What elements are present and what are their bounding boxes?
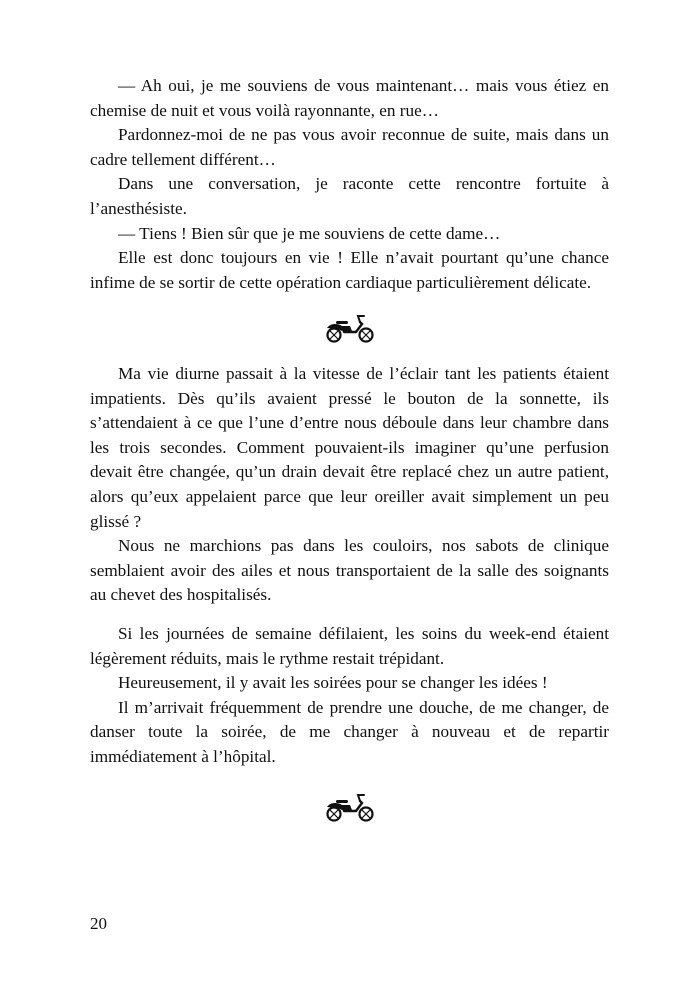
paragraph: — Ah oui, je me souviens de vous maintenant… mais vous étiez en chemise de nuit et vous voilà rayonnante, en rue… (90, 76, 609, 120)
paragraph: Elle est donc toujours en vie ! Elle n’avait pourtant qu’une chance infime de se sortir de cette opération cardiaque particulièrement délicate. (90, 248, 609, 292)
text-section-3 (90, 622, 609, 770)
paragraph: Il m’arrivait fréquemment de prendre une douche, de me changer, de danser toute la soirée, de me changer à nouveau et de repartir immédiatement à l’hôpital. (90, 697, 609, 766)
paragraph: Pardonnez-moi de ne pas vous avoir reconnue de suite, mais dans un cadre tellement différent… (90, 125, 609, 169)
paragraph: — Tiens ! Bien sûr que je me souviens de cette dame… (118, 223, 501, 243)
paragraph: Heureusement, il y avait les soirées pour se changer les idées ! (118, 673, 548, 693)
paragraph: Nous ne marchions pas dans les couloirs, nos sabots de clinique semblaient avoir des ailes et nous transportaient de la salle des soignants au chevet des hospitalisés. (90, 536, 609, 605)
text-section-1 (90, 74, 609, 295)
text-section-2 (90, 362, 609, 608)
moped-icon (322, 793, 378, 823)
moped-icon (322, 314, 378, 344)
page-number: 20 (90, 914, 107, 933)
paragraph: Ma vie diurne passait à la vitesse de l’éclair tant les patients étaient impatients. Dès qu’ils avaient pressé le bouton de la sonnette, ils s’attendaient à ce que l’une d’entre nous déboule dans leur chambre dans les trois secondes. Comment pouvaient-ils imaginer qu’une perfusion devait être changée, qu’un drain devait être replacé chez un autre patient, alors qu’eux appelaient parce que leur oreiller avait simplement un peu glissé ? (90, 364, 609, 531)
paragraph: Si les journées de semaine défilaient, les soins du week-end étaient légèrement réduits, mais le rythme restait trépidant. (90, 624, 609, 668)
paragraph: Dans une conversation, je raconte cette rencontre fortuite à l’anesthésiste. (90, 174, 609, 218)
